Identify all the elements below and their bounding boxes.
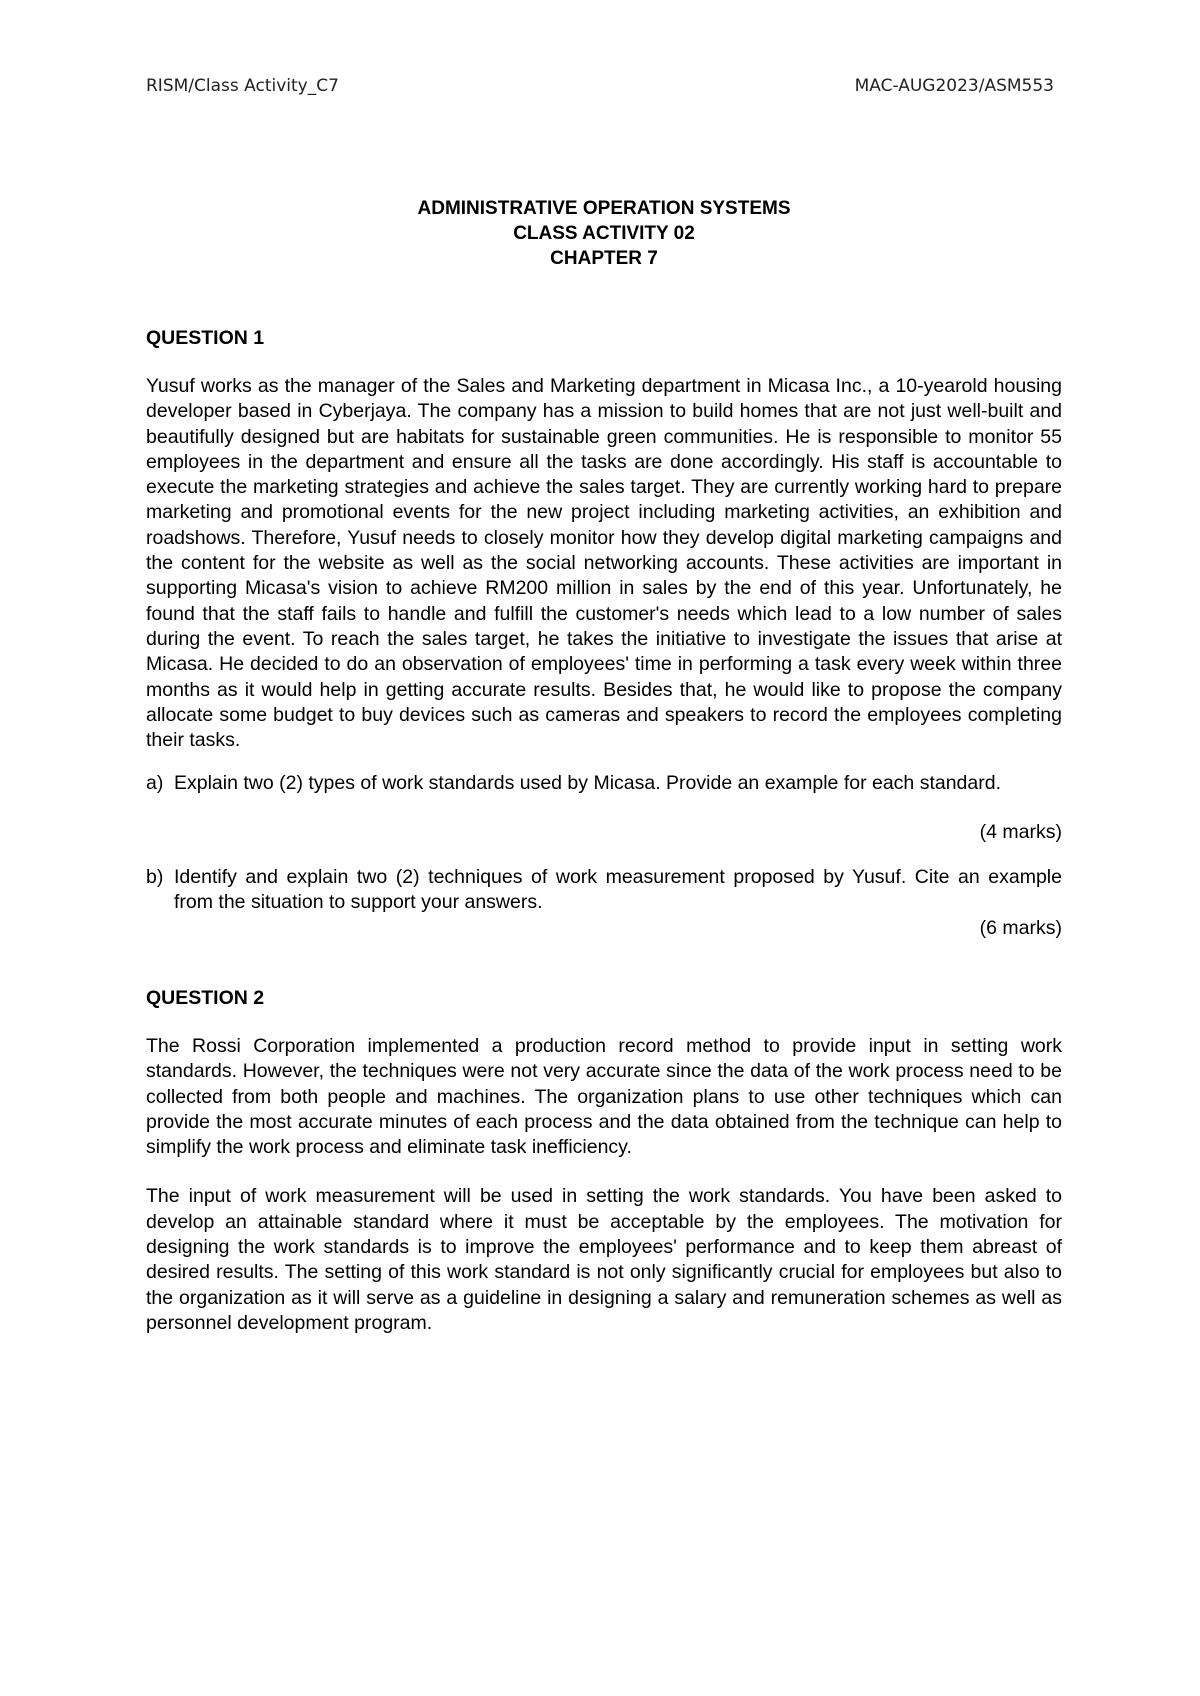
title-line-1: ADMINISTRATIVE OPERATION SYSTEMS (417, 198, 791, 219)
header-course-code: RISM/Class Activity_C7 (146, 76, 339, 96)
question-1a (146, 771, 1062, 796)
question-1a-marks: (4 marks) (979, 820, 1062, 843)
question-1-scenario: Yusuf works as the manager of the Sales and Marketing department in Micasa Inc., a 10-yearold housing developer based in Cyberjaya. The company has a mission to build homes that are not just well-built and beautifully designed but are habitats for sustainable green communities. He is responsible to monitor 55 employees in the department and ensure all the tasks are done accordingly. His staff is accountable to execute the marketing strategies and achieve the sales target. They are currently working hard to prepare marketing and promotional events for the new project including marketing activities, an exhibition and roadshows. Therefore, Yusuf needs to closely monitor how they develop digital marketing campaigns and the content for the website as well as the social networking accounts. These activities are important in supporting Micasa's vision to achieve RM200 million in sales by the end of this year. Unfortunately, he found that the staff fails to handle and fulfill the customer's needs which lead to a low number of sales during the event. To reach the sales target, he takes the initiative to investigate the issues that arise at Micasa. He decided to do an observation of employees' time in performing a task every week within three months as it would help in getting accurate results. Besides that, he would like to propose the company allocate some budget to buy devices such as cameras and speakers to record the employees completing their tasks. (146, 375, 1062, 752)
question-1b (146, 865, 1062, 916)
question-1-heading: QUESTION 1 (146, 327, 265, 349)
document-body (146, 325, 1062, 1336)
question-2-paragraph-1: The Rossi Corporation implemented a production record method to provide input in setting work standards. However, the techniques were not very accurate since the data of the work process need to be collected from both people and machines. The organization plans to use other techniques which can provide the most accurate minutes of each process and the data obtained from the technique can help to simplify the work process and eliminate task inefficiency. (146, 1034, 1062, 1159)
header-session-code: MAC-AUG2023/ASM553 (854, 76, 1054, 96)
question-2-paragraph-2: The input of work measurement will be used in setting the work standards. You have been asked to develop an attainable standard where it must be acceptable by the employees. The motivation for designing the work standards is to improve the employees' performance and to keep them abreast of desired results. The setting of this work standard is not only significantly crucial for employees but also to the organization as it will serve as a guideline in designing a salary and remuneration schemes as well as personnel development program. (146, 1185, 1062, 1334)
question-1b-marks: (6 marks) (979, 916, 1062, 939)
question-1a-label: a) (146, 772, 164, 795)
question-1b-label: b) (146, 866, 164, 889)
question-1b-text: Identify and explain two (2) techniques of work measurement proposed by Yusuf. Cite an example from the situation to support your answers. (174, 866, 1062, 914)
question-2-heading: QUESTION 2 (146, 986, 265, 1009)
document-title (146, 196, 1062, 271)
title-line-2: CLASS ACTIVITY 02 (513, 223, 695, 244)
question-1a-text: Explain two (2) types of work standards used by Micasa. Provide an example for each standard. (174, 772, 1001, 795)
title-line-3: CHAPTER 7 (550, 248, 658, 269)
